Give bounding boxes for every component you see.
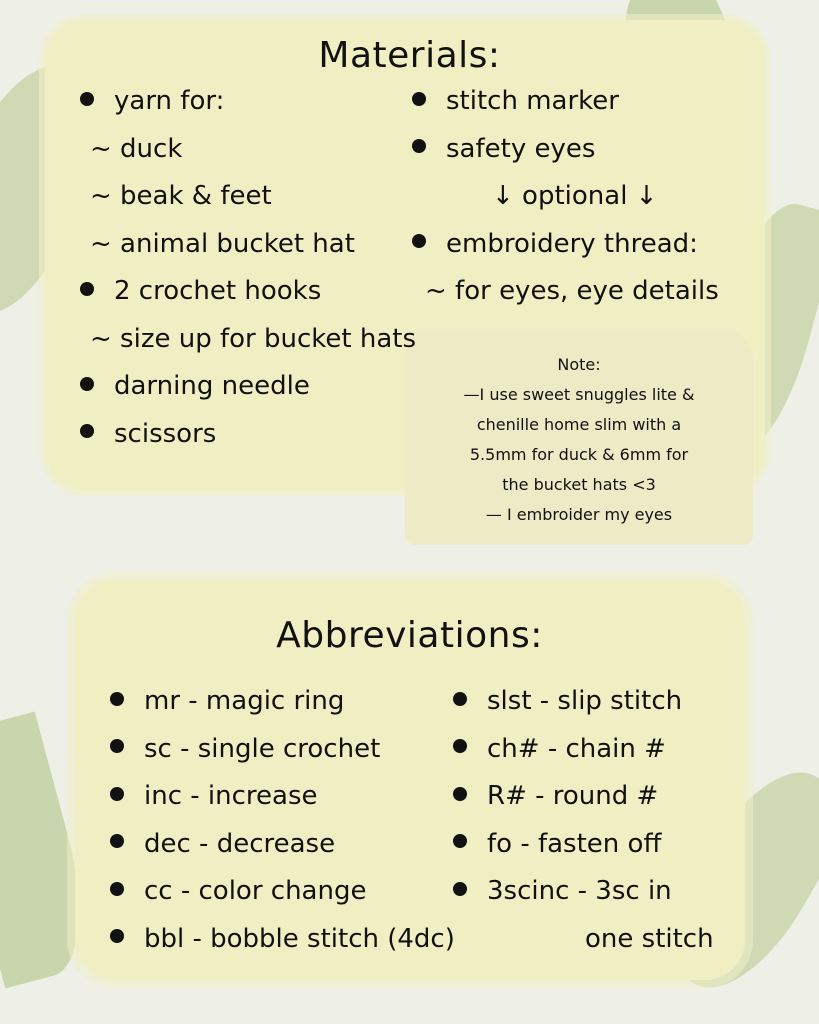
materials-title: Materials:	[318, 35, 501, 76]
bullet-icon	[412, 234, 426, 248]
list-item-text: scissors	[114, 418, 217, 449]
list-item-text: 2 crochet hooks	[114, 276, 322, 306]
list-item-text: mr - magic ring	[144, 686, 345, 716]
list-item-text: ~ duck	[90, 133, 183, 164]
list-item-text: one stitch	[585, 923, 714, 954]
abbreviations-title: Abbreviations:	[276, 615, 543, 656]
bullet-icon	[80, 424, 94, 438]
list-item-text: R# - round #	[487, 781, 659, 811]
note-line: —I use sweet snuggles lite &	[463, 385, 695, 404]
list-item-text: ~ beak & feet	[90, 181, 272, 211]
bullet-icon	[110, 929, 124, 943]
bullet-icon	[80, 92, 94, 106]
note-line: — I embroider my eyes	[485, 505, 673, 524]
bullet-icon	[453, 739, 467, 753]
list-item	[110, 781, 318, 811]
bullet-icon	[110, 787, 124, 801]
list-item-text: bbl - bobble stitch (4dc)	[144, 923, 455, 954]
list-item	[453, 734, 666, 764]
list-item-text: ch# - chain #	[487, 733, 666, 764]
list-item	[110, 686, 344, 716]
list-item	[110, 734, 380, 764]
bullet-icon	[80, 377, 94, 391]
list-item-text: slst - slip stitch	[487, 686, 683, 716]
list-item	[80, 276, 321, 306]
bullet-icon	[412, 139, 426, 153]
note-line: 5.5mm for duck & 6mm for	[469, 445, 689, 464]
list-item	[453, 876, 672, 906]
list-item-text: sc - single crochet	[144, 733, 381, 764]
note-title: Note:	[557, 355, 601, 374]
list-item-text: inc - increase	[144, 781, 318, 811]
list-item	[453, 686, 682, 716]
list-item	[90, 229, 355, 259]
list-item	[90, 181, 272, 211]
bullet-icon	[453, 692, 467, 706]
list-item-text: ~ for eyes, eye details	[425, 276, 719, 306]
list-item-text: ↓ optional ↓	[492, 181, 658, 211]
list-item	[412, 134, 595, 164]
list-item	[80, 419, 216, 449]
list-item	[110, 876, 366, 906]
list-item-text: 3scinc - 3sc in	[487, 876, 672, 906]
list-item	[492, 181, 657, 211]
list-item	[80, 86, 224, 116]
list-item	[453, 781, 658, 811]
list-item	[90, 134, 182, 164]
bullet-icon	[80, 282, 94, 296]
list-item-text: ~ size up for bucket hats	[90, 323, 417, 354]
list-item-text: stitch marker	[446, 86, 619, 116]
list-item	[90, 324, 416, 354]
bullet-icon	[453, 787, 467, 801]
list-item-text: dec - decrease	[144, 828, 336, 859]
list-item	[412, 229, 698, 259]
bullet-icon	[110, 739, 124, 753]
list-item-text: yarn for:	[114, 86, 225, 116]
list-item	[110, 829, 335, 859]
list-item	[453, 829, 661, 859]
bullet-icon	[412, 92, 426, 106]
list-item-text: fo - fasten off	[487, 828, 662, 859]
list-item	[80, 371, 310, 401]
list-item-text: embroidery thread:	[446, 228, 698, 259]
list-item-text: safety eyes	[446, 133, 596, 164]
bullet-icon	[453, 882, 467, 896]
list-item	[110, 924, 455, 954]
list-item-text: darning needle	[114, 371, 310, 401]
bullet-icon	[110, 882, 124, 896]
list-item	[425, 276, 719, 306]
list-item-text: cc - color change	[144, 876, 367, 906]
bullet-icon	[110, 834, 124, 848]
list-item-text: ~ animal bucket hat	[90, 228, 355, 259]
bullet-icon	[453, 834, 467, 848]
note-line: chenille home slim with a	[476, 415, 682, 434]
list-item	[585, 924, 714, 954]
note-line: the bucket hats <3	[502, 475, 656, 494]
bullet-icon	[110, 692, 124, 706]
list-item	[412, 86, 619, 116]
